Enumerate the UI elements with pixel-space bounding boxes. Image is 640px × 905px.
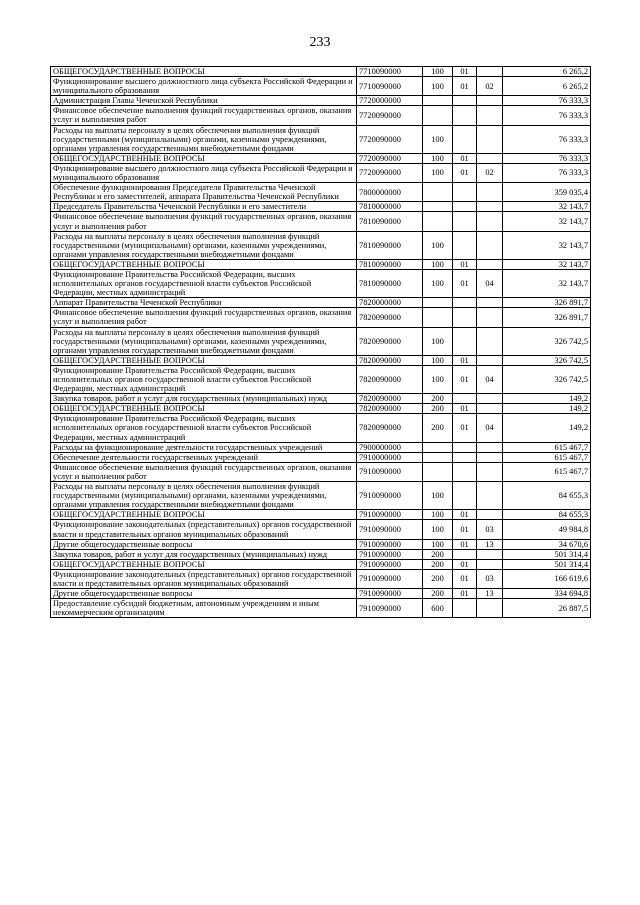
table-row [51,482,591,510]
cell-amount: 32 143,7 [503,269,591,297]
cell-target-code: 7900000000 [357,442,423,452]
cell-subsection [477,462,503,481]
cell-target-code: 7710090000 [357,77,423,96]
cell-section: 01 [453,559,477,569]
cell-amount: 32 143,7 [503,231,591,259]
table-row [51,404,591,414]
cell-expense-type: 100 [423,163,453,182]
cell-name: Предоставление субсидий бюджетным, автономным учреждениям и иным некоммерческим организациям [51,599,357,618]
cell-name: Функционирование законодательных (представительных) органов государственной власти и представительных органов муниципальных образований [51,520,357,539]
cell-target-code: 7820000000 [357,298,423,308]
cell-expense-type [423,96,453,106]
cell-subsection [477,96,503,106]
cell-subsection [477,355,503,365]
cell-name: ОБЩЕГОСУДАРСТВЕННЫЕ ВОПРОСЫ [51,67,357,77]
table-row [51,67,591,77]
cell-subsection: 03 [477,520,503,539]
cell-amount: 359 035,4 [503,183,591,202]
cell-subsection [477,183,503,202]
cell-subsection [477,452,503,462]
cell-subsection [477,482,503,510]
cell-section [453,462,477,481]
table-row [51,77,591,96]
cell-target-code: 7810090000 [357,231,423,259]
cell-amount: 76 333,3 [503,153,591,163]
cell-amount: 149,2 [503,394,591,404]
cell-amount: 334 694,8 [503,589,591,599]
cell-amount: 6 265,2 [503,67,591,77]
cell-subsection: 02 [477,163,503,182]
cell-subsection: 13 [477,539,503,549]
cell-target-code: 7820090000 [357,414,423,442]
cell-section: 01 [453,259,477,269]
cell-subsection: 04 [477,414,503,442]
cell-expense-type: 100 [423,539,453,549]
cell-subsection [477,153,503,163]
cell-target-code: 7820090000 [357,394,423,404]
cell-name: Функционирование Правительства Российской Федерации, высших исполнительных органов государственной власти субъектов Российской Федерации, местных администраций [51,365,357,393]
cell-name: Функционирование Правительства Российской Федерации, высших исполнительных органов государственной власти субъектов Российской Федерации, местных администраций [51,414,357,442]
cell-subsection [477,106,503,125]
cell-section [453,308,477,327]
cell-section: 01 [453,67,477,77]
table-row [51,520,591,539]
cell-target-code: 7910090000 [357,589,423,599]
cell-section [453,327,477,355]
cell-expense-type [423,183,453,202]
cell-name: Финансовое обеспечение выполнения функций государственных органов, оказания услуг и выполнения работ [51,462,357,481]
cell-section: 01 [453,589,477,599]
cell-target-code: 7720090000 [357,163,423,182]
cell-amount: 326 891,7 [503,308,591,327]
table-row [51,125,591,153]
cell-amount: 615 467,7 [503,442,591,452]
cell-expense-type: 100 [423,482,453,510]
cell-section: 01 [453,269,477,297]
cell-target-code: 7910090000 [357,569,423,588]
table-row [51,559,591,569]
cell-name: ОБЩЕГОСУДАРСТВЕННЫЕ ВОПРОСЫ [51,355,357,365]
table-row [51,183,591,202]
cell-name: Функционирование законодательных (представительных) органов государственной власти и представительных органов муниципальных образований [51,569,357,588]
cell-subsection [477,298,503,308]
cell-subsection [477,327,503,355]
cell-subsection [477,259,503,269]
cell-amount: 34 670,6 [503,539,591,549]
cell-amount: 615 467,7 [503,462,591,481]
cell-target-code: 7820090000 [357,365,423,393]
cell-subsection: 04 [477,365,503,393]
cell-section [453,231,477,259]
cell-section [453,452,477,462]
cell-name: ОБЩЕГОСУДАРСТВЕННЫЕ ВОПРОСЫ [51,404,357,414]
cell-name: Другие общегосударственные вопросы [51,539,357,549]
table-row [51,569,591,588]
cell-amount: 76 333,3 [503,125,591,153]
cell-name: Аппарат Правительства Чеченской Республики [51,298,357,308]
cell-subsection [477,442,503,452]
cell-section [453,212,477,231]
cell-expense-type [423,202,453,212]
cell-name: Функционирование высшего должностного лица субъекта Российской Федерации и муниципального образования [51,163,357,182]
table-row [51,106,591,125]
cell-section [453,482,477,510]
cell-amount: 26 887,5 [503,599,591,618]
cell-amount: 326 742,5 [503,355,591,365]
cell-expense-type [423,442,453,452]
cell-expense-type: 100 [423,67,453,77]
cell-section: 01 [453,365,477,393]
table-row [51,308,591,327]
cell-section: 01 [453,539,477,549]
cell-subsection [477,394,503,404]
table-row [51,259,591,269]
cell-name: Функционирование Правительства Российской Федерации, высших исполнительных органов государственной власти субъектов Российской Федерации, местных администраций [51,269,357,297]
cell-amount: 326 891,7 [503,298,591,308]
cell-expense-type: 100 [423,259,453,269]
cell-section [453,106,477,125]
table-row [51,462,591,481]
cell-section: 01 [453,569,477,588]
cell-expense-type: 100 [423,269,453,297]
cell-target-code: 7720090000 [357,106,423,125]
cell-target-code: 7810090000 [357,212,423,231]
cell-expense-type: 100 [423,520,453,539]
table-row [51,414,591,442]
cell-amount: 76 333,3 [503,96,591,106]
cell-amount: 149,2 [503,404,591,414]
table-row [51,231,591,259]
cell-name: Финансовое обеспечение выполнения функций государственных органов, оказания услуг и выполнения работ [51,212,357,231]
cell-expense-type [423,452,453,462]
cell-section: 01 [453,163,477,182]
cell-section: 01 [453,77,477,96]
cell-expense-type: 100 [423,153,453,163]
cell-expense-type: 100 [423,510,453,520]
cell-expense-type: 200 [423,569,453,588]
cell-target-code: 7800000000 [357,183,423,202]
table-row [51,510,591,520]
cell-amount: 501 314,4 [503,549,591,559]
table-row [51,327,591,355]
cell-amount: 326 742,5 [503,327,591,355]
cell-section: 01 [453,414,477,442]
table-row [51,269,591,297]
cell-name: ОБЩЕГОСУДАРСТВЕННЫЕ ВОПРОСЫ [51,510,357,520]
table-row [51,96,591,106]
cell-amount: 166 619,6 [503,569,591,588]
table-row [51,355,591,365]
cell-subsection [477,559,503,569]
cell-target-code: 7910090000 [357,520,423,539]
cell-amount: 76 333,3 [503,163,591,182]
cell-target-code: 7820090000 [357,308,423,327]
cell-expense-type: 100 [423,327,453,355]
table-row [51,599,591,618]
cell-section [453,125,477,153]
cell-expense-type: 600 [423,599,453,618]
cell-expense-type [423,212,453,231]
page-number: 233 [309,35,331,50]
cell-target-code: 7720090000 [357,125,423,153]
cell-expense-type: 200 [423,589,453,599]
cell-section: 01 [453,355,477,365]
cell-section [453,96,477,106]
cell-target-code: 7820090000 [357,404,423,414]
table-row [51,365,591,393]
cell-expense-type: 200 [423,549,453,559]
cell-subsection [477,67,503,77]
cell-subsection: 03 [477,569,503,588]
table-row [51,549,591,559]
cell-expense-type: 200 [423,394,453,404]
cell-name: Расходы на выплаты персоналу в целях обеспечения выполнения функций государственными (муниципальными) органами, казенными учреждениями, органами управления государственными внебюджетными фондами [51,482,357,510]
cell-amount: 615 467,7 [503,452,591,462]
budget-table [50,66,591,618]
cell-target-code: 7910090000 [357,549,423,559]
cell-target-code: 7810000000 [357,202,423,212]
cell-amount: 326 742,5 [503,365,591,393]
cell-name: Председатель Правительства Чеченской Республики и его заместители [51,202,357,212]
cell-section [453,549,477,559]
cell-expense-type [423,308,453,327]
cell-section: 01 [453,404,477,414]
cell-expense-type [423,462,453,481]
cell-amount: 32 143,7 [503,212,591,231]
table-row [51,394,591,404]
cell-subsection [477,231,503,259]
cell-section: 01 [453,520,477,539]
cell-name: Финансовое обеспечение выполнения функций государственных органов, оказания услуг и выполнения работ [51,106,357,125]
cell-expense-type: 200 [423,559,453,569]
cell-amount: 6 265,2 [503,77,591,96]
cell-expense-type: 100 [423,125,453,153]
cell-name: ОБЩЕГОСУДАРСТВЕННЫЕ ВОПРОСЫ [51,153,357,163]
cell-name: Расходы на выплаты персоналу в целях обеспечения выполнения функций государственными (муниципальными) органами, казенными учреждениями, органами управления государственными внебюджетными фондами [51,327,357,355]
cell-target-code: 7910090000 [357,599,423,618]
cell-section [453,442,477,452]
cell-target-code: 7910090000 [357,539,423,549]
cell-amount: 32 143,7 [503,259,591,269]
cell-name: ОБЩЕГОСУДАРСТВЕННЫЕ ВОПРОСЫ [51,559,357,569]
table-row [51,163,591,182]
cell-expense-type [423,106,453,125]
cell-subsection [477,599,503,618]
cell-target-code: 7810090000 [357,259,423,269]
cell-subsection: 13 [477,589,503,599]
cell-target-code: 7910090000 [357,510,423,520]
cell-target-code: 7720090000 [357,153,423,163]
table-row [51,298,591,308]
cell-expense-type: 100 [423,77,453,96]
table-row [51,212,591,231]
cell-expense-type [423,298,453,308]
cell-name: Другие общегосударственные вопросы [51,589,357,599]
cell-target-code: 7910090000 [357,559,423,569]
cell-name: Закупка товаров, работ и услуг для государственных (муниципальных) нужд [51,394,357,404]
cell-name: Обеспечение деятельности государственных учреждений [51,452,357,462]
cell-target-code: 7810090000 [357,269,423,297]
cell-name: Функционирование высшего должностного лица субъекта Российской Федерации и муниципального образования [51,77,357,96]
cell-target-code: 7720000000 [357,96,423,106]
cell-subsection [477,404,503,414]
cell-name: Расходы на выплаты персоналу в целях обеспечения выполнения функций государственными (муниципальными) органами, казенными учреждениями, органами управления государственными внебюджетными фондами [51,231,357,259]
cell-subsection [477,212,503,231]
cell-section [453,202,477,212]
cell-amount: 49 984,8 [503,520,591,539]
cell-expense-type: 100 [423,365,453,393]
cell-target-code: 7820090000 [357,355,423,365]
table-row [51,153,591,163]
cell-target-code: 7910090000 [357,482,423,510]
cell-expense-type: 100 [423,231,453,259]
cell-target-code: 7820090000 [357,327,423,355]
cell-section [453,298,477,308]
cell-subsection [477,308,503,327]
cell-subsection [477,510,503,520]
cell-name: Финансовое обеспечение выполнения функций государственных органов, оказания услуг и выполнения работ [51,308,357,327]
table-row [51,202,591,212]
table-row [51,539,591,549]
cell-amount: 76 333,3 [503,106,591,125]
cell-name: ОБЩЕГОСУДАРСТВЕННЫЕ ВОПРОСЫ [51,259,357,269]
cell-target-code: 7910000000 [357,452,423,462]
table-row [51,589,591,599]
cell-amount: 501 314,4 [503,559,591,569]
cell-subsection [477,125,503,153]
cell-section [453,599,477,618]
cell-expense-type: 100 [423,355,453,365]
cell-target-code: 7710090000 [357,67,423,77]
cell-subsection [477,549,503,559]
cell-subsection [477,202,503,212]
cell-section [453,183,477,202]
cell-subsection: 02 [477,77,503,96]
cell-expense-type: 200 [423,414,453,442]
cell-target-code: 7910090000 [357,462,423,481]
cell-amount: 84 655,3 [503,482,591,510]
cell-name: Расходы на выплаты персоналу в целях обеспечения выполнения функций государственными (муниципальными) органами, казенными учреждениями, органами управления государственными внебюджетными фондами [51,125,357,153]
cell-name: Обеспечение функционирования Председателя Правительства Чеченской Республики и его заместителей, аппарата Правительства Чеченской Республики [51,183,357,202]
table-row [51,442,591,452]
cell-name: Закупка товаров, работ и услуг для государственных (муниципальных) нужд [51,549,357,559]
cell-section: 01 [453,153,477,163]
cell-expense-type: 200 [423,404,453,414]
cell-subsection: 04 [477,269,503,297]
cell-amount: 84 655,3 [503,510,591,520]
table-row [51,452,591,462]
cell-name: Расходы на функционирование деятельности государственных учреждений [51,442,357,452]
cell-name: Администрация Главы Чеченской Республики [51,96,357,106]
cell-section: 01 [453,510,477,520]
cell-section [453,394,477,404]
cell-amount: 149,2 [503,414,591,442]
cell-amount: 32 143,7 [503,202,591,212]
